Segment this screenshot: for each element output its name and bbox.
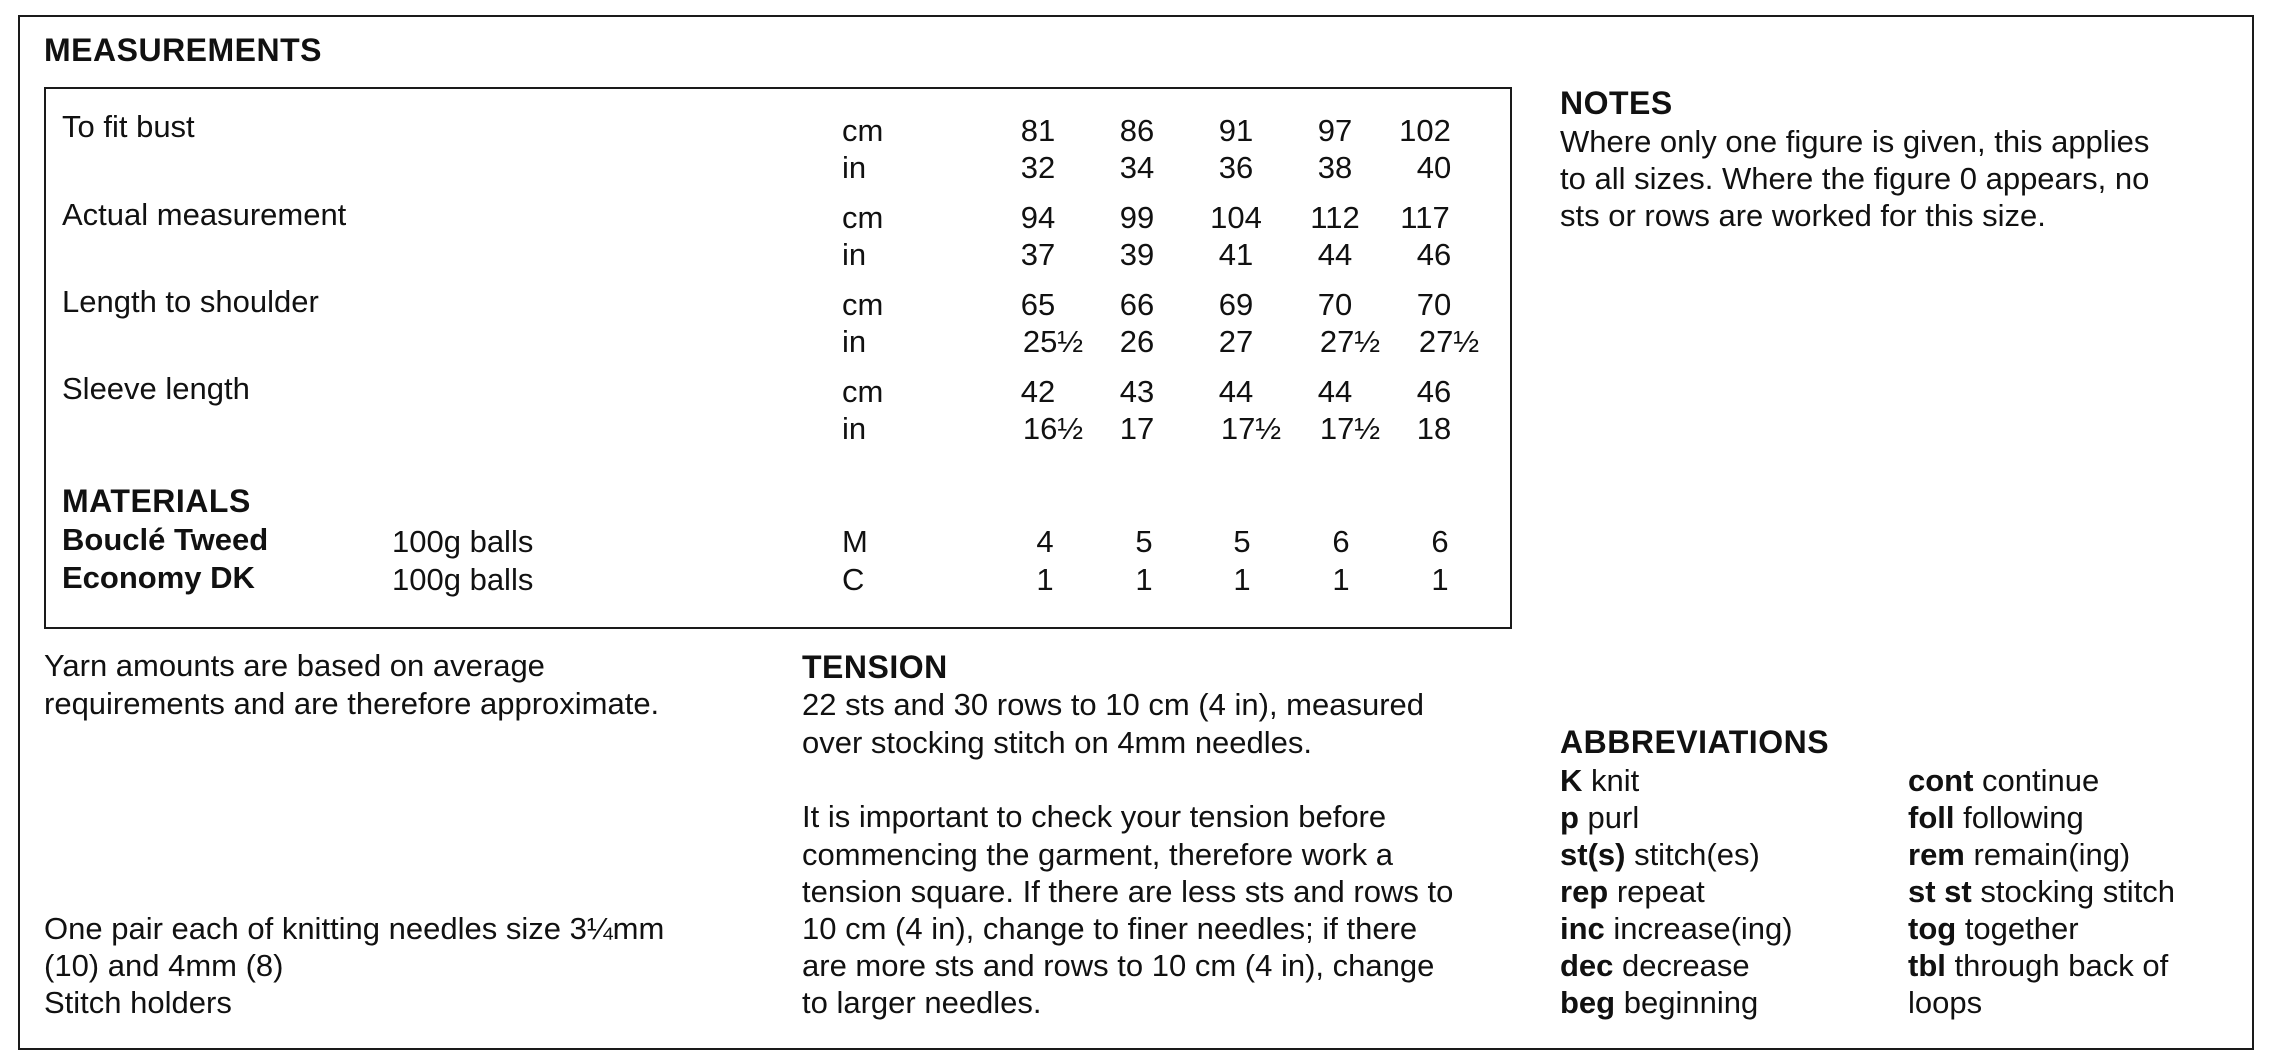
tension-line: It is important to check your tension before bbox=[802, 799, 1387, 834]
cell: 6 bbox=[1431, 524, 1449, 559]
abbreviation-term: cont bbox=[1908, 763, 1974, 798]
abbreviation-term: K bbox=[1560, 763, 1583, 798]
yarn-name: Economy DK bbox=[62, 560, 255, 595]
row-label: Actual measurement bbox=[62, 197, 347, 232]
unit-cm: cm bbox=[842, 374, 884, 409]
cell: 36 bbox=[1218, 150, 1254, 185]
abbreviation-term: dec bbox=[1560, 948, 1614, 983]
needles-line: One pair each of knitting needles size 3¼mm bbox=[44, 911, 665, 946]
cell: 44 bbox=[1218, 374, 1254, 409]
ball-size: 100g balls bbox=[392, 524, 534, 559]
yarn-note-line: Yarn amounts are based on average bbox=[44, 648, 545, 683]
cell: 18 bbox=[1416, 411, 1452, 446]
cell: 25½ bbox=[1022, 324, 1084, 359]
cell: 44 bbox=[1317, 374, 1353, 409]
cell: 91 bbox=[1218, 113, 1254, 148]
cell: 38 bbox=[1317, 150, 1353, 185]
cell: 46 bbox=[1416, 374, 1452, 409]
cell: 112 bbox=[1310, 200, 1360, 235]
row-label: Sleeve length bbox=[62, 371, 250, 406]
tension-line: tension square. If there are less sts and rows to bbox=[802, 874, 1454, 909]
yarn-name: Bouclé Tweed bbox=[62, 522, 269, 557]
cell: 4 bbox=[1036, 524, 1054, 559]
abbreviation-meaning: stitch(es) bbox=[1625, 837, 1760, 872]
abbreviations-heading: ABBREVIATIONS bbox=[1560, 724, 1830, 760]
abbreviation-meaning: decrease bbox=[1613, 948, 1750, 983]
cell: 1 bbox=[1332, 562, 1350, 597]
tension-line: to larger needles. bbox=[802, 985, 1042, 1020]
abbreviation-item bbox=[1560, 762, 1639, 800]
abbreviation-meaning: stocking stitch bbox=[1971, 874, 2176, 909]
abbreviation-item bbox=[1908, 762, 2099, 800]
cell: 102 bbox=[1399, 113, 1451, 148]
cell: 6 bbox=[1332, 524, 1350, 559]
abbreviation-meaning: remain(ing) bbox=[1964, 837, 2131, 872]
unit-in: in bbox=[842, 324, 867, 359]
abbreviation-item bbox=[1560, 947, 1750, 985]
abbreviation-term: inc bbox=[1560, 911, 1605, 946]
abbreviation-item bbox=[1908, 910, 2079, 948]
cell: 117 bbox=[1400, 200, 1450, 235]
notes-line: to all sizes. Where the figure 0 appears, no bbox=[1560, 161, 2150, 196]
cell: 66 bbox=[1119, 287, 1155, 322]
cell: 69 bbox=[1218, 287, 1254, 322]
row-label: Length to shoulder bbox=[62, 284, 319, 319]
abbreviation-item bbox=[1908, 836, 2130, 874]
abbreviation-meaning: purl bbox=[1578, 800, 1640, 835]
abbreviation-item bbox=[1560, 984, 1758, 1022]
abbreviation-term: p bbox=[1560, 800, 1579, 835]
cell: 27½ bbox=[1418, 324, 1480, 359]
cell: 1 bbox=[1036, 562, 1054, 597]
unit-cm: cm bbox=[842, 287, 884, 322]
tension-line: are more sts and rows to 10 cm (4 in), change bbox=[802, 948, 1435, 983]
cell: 42 bbox=[1020, 374, 1056, 409]
needles-line: Stitch holders bbox=[44, 985, 232, 1020]
abbreviation-term: st st bbox=[1908, 874, 1972, 909]
abbreviation-term: rep bbox=[1560, 874, 1609, 909]
abbreviation-meaning: together bbox=[1956, 911, 2079, 946]
tension-line: over stocking stitch on 4mm needles. bbox=[802, 725, 1313, 760]
cell: 94 bbox=[1020, 200, 1056, 235]
cell: 5 bbox=[1135, 524, 1153, 559]
cell: 1 bbox=[1135, 562, 1153, 597]
cell: 17½ bbox=[1220, 411, 1282, 446]
cell: 32 bbox=[1020, 150, 1056, 185]
notes-heading: NOTES bbox=[1560, 85, 1673, 121]
abbreviation-item bbox=[1908, 873, 2175, 911]
needles-line: (10) and 4mm (8) bbox=[44, 948, 284, 983]
abbreviation-item bbox=[1908, 799, 2084, 837]
abbreviation-term: tbl bbox=[1908, 948, 1946, 983]
abbreviation-meaning: knit bbox=[1582, 763, 1640, 798]
unit-in: in bbox=[842, 237, 867, 272]
abbreviation-meaning: increase(ing) bbox=[1604, 911, 1793, 946]
cell: 41 bbox=[1218, 237, 1254, 272]
abbreviation-item bbox=[1908, 984, 1982, 1022]
cell: 5 bbox=[1233, 524, 1251, 559]
cell: 27 bbox=[1218, 324, 1254, 359]
cell: 46 bbox=[1416, 237, 1452, 272]
abbreviation-meaning: through back of bbox=[1945, 948, 2169, 983]
cell: 43 bbox=[1119, 374, 1155, 409]
yarn-note-line: requirements and are therefore approximate. bbox=[44, 686, 660, 721]
tension-line: 22 sts and 30 rows to 10 cm (4 in), measured bbox=[802, 687, 1425, 722]
unit-in: in bbox=[842, 411, 867, 446]
measurements-heading: MEASUREMENTS bbox=[44, 32, 323, 68]
tension-line: commencing the garment, therefore work a bbox=[802, 837, 1393, 872]
abbreviation-meaning: repeat bbox=[1608, 874, 1705, 909]
cell: 81 bbox=[1020, 113, 1056, 148]
cell: 99 bbox=[1119, 200, 1155, 235]
abbreviation-item bbox=[1560, 910, 1793, 948]
abbreviation-term: rem bbox=[1908, 837, 1965, 872]
cell: 1 bbox=[1431, 562, 1449, 597]
abbreviation-meaning: beginning bbox=[1615, 985, 1759, 1020]
color-code: M bbox=[842, 524, 868, 559]
cell: 17 bbox=[1119, 411, 1155, 446]
cell: 104 bbox=[1210, 200, 1262, 235]
abbreviation-meaning: loops bbox=[1908, 985, 1983, 1020]
unit-cm: cm bbox=[842, 200, 884, 235]
abbreviation-item bbox=[1560, 873, 1705, 911]
abbreviation-meaning: continue bbox=[1973, 763, 2100, 798]
materials-heading: MATERIALS bbox=[62, 483, 251, 519]
cell: 39 bbox=[1119, 237, 1155, 272]
cell: 27½ bbox=[1319, 324, 1381, 359]
abbreviation-term: st(s) bbox=[1560, 837, 1626, 872]
abbreviation-term: foll bbox=[1908, 800, 1955, 835]
cell: 26 bbox=[1119, 324, 1155, 359]
cell: 44 bbox=[1317, 237, 1353, 272]
cell: 34 bbox=[1119, 150, 1155, 185]
notes-line: sts or rows are worked for this size. bbox=[1560, 198, 2046, 233]
cell: 40 bbox=[1416, 150, 1452, 185]
abbreviation-meaning: following bbox=[1954, 800, 2084, 835]
abbreviation-term: tog bbox=[1908, 911, 1957, 946]
cell: 65 bbox=[1020, 287, 1056, 322]
cell: 1 bbox=[1233, 562, 1251, 597]
cell: 70 bbox=[1317, 287, 1353, 322]
cell: 17½ bbox=[1319, 411, 1381, 446]
cell: 97 bbox=[1317, 113, 1353, 148]
cell: 86 bbox=[1119, 113, 1155, 148]
color-code: C bbox=[842, 562, 865, 597]
abbreviation-term: beg bbox=[1560, 985, 1616, 1020]
abbreviation-item bbox=[1560, 799, 1639, 837]
ball-size: 100g balls bbox=[392, 562, 534, 597]
unit-cm: cm bbox=[842, 113, 884, 148]
cell: 37 bbox=[1020, 237, 1056, 272]
row-label: To fit bust bbox=[62, 109, 195, 144]
cell: 16½ bbox=[1022, 411, 1084, 446]
tension-line: 10 cm (4 in), change to finer needles; if there bbox=[802, 911, 1418, 946]
abbreviation-item bbox=[1908, 947, 2168, 985]
notes-line: Where only one figure is given, this applies bbox=[1560, 124, 2150, 159]
unit-in: in bbox=[842, 150, 867, 185]
cell: 70 bbox=[1416, 287, 1452, 322]
tension-heading: TENSION bbox=[802, 649, 948, 685]
abbreviation-item bbox=[1560, 836, 1760, 874]
